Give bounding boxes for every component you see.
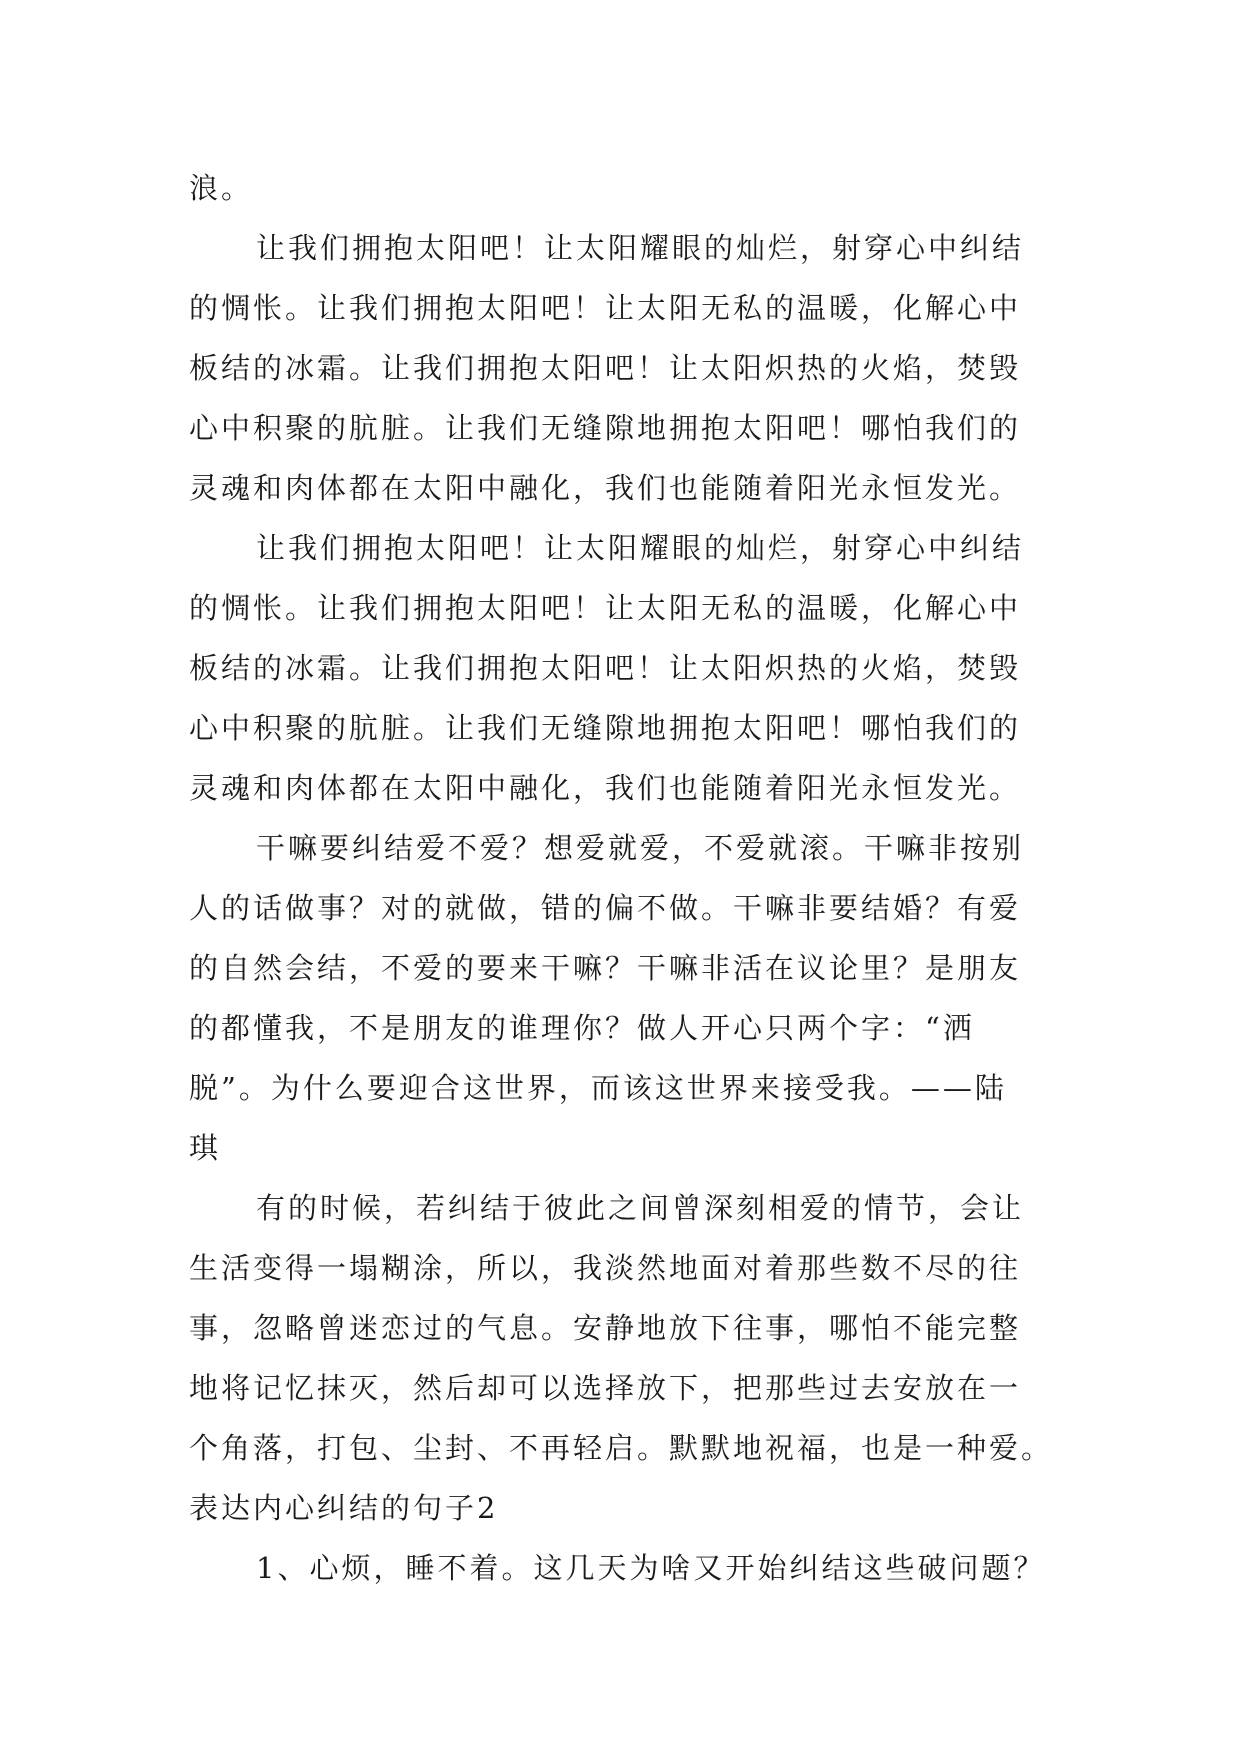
paragraph — [189, 1538, 1069, 1598]
paragraph — [189, 1178, 1069, 1478]
text-line: 心中积聚的肮脏。让我们无缝隙地拥抱太阳吧！哪怕我们的 — [189, 711, 1022, 745]
text-line: 干嘛要纠结爱不爱？想爱就爱，不爱就滚。干嘛非按别 — [256, 831, 1025, 865]
paragraph-fragment — [189, 158, 1069, 218]
text-line: 灵魂和肉体都在太阳中融化，我们也能随着阳光永恒发光。 — [189, 471, 1022, 505]
text-line: 板结的冰霜。让我们拥抱太阳吧！让太阳炽热的火焰，焚毁 — [189, 651, 1022, 685]
text-line: 心中积聚的肮脏。让我们无缝隙地拥抱太阳吧！哪怕我们的 — [189, 411, 1022, 445]
paragraph — [189, 218, 1069, 518]
text-line: 个角落，打包、尘封、不再轻启。默默地祝福，也是一种爱。 — [189, 1431, 1054, 1465]
paragraph — [189, 818, 1069, 1178]
paragraph — [189, 518, 1069, 818]
text-line: 人的话做事？对的就做，错的偏不做。干嘛非要结婚？有爱 — [189, 891, 1022, 925]
text-line: 脱”。为什么要迎合这世界，而该这世界来接受我。——陆 — [189, 1071, 1007, 1105]
text-line: 的都懂我，不是朋友的谁理你？做人开心只两个字：“洒 — [189, 1011, 975, 1045]
document-body — [189, 158, 1069, 1598]
text-line: 的自然会结，不爱的要来干嘛？干嘛非活在议论里？是朋友 — [189, 951, 1022, 985]
text-line: 的惆怅。让我们拥抱太阳吧！让太阳无私的温暖，化解心中 — [189, 591, 1022, 625]
text-line: 琪 — [189, 1131, 222, 1165]
text-line: 1、心烦，睡不着。这几天为啥又开始纠结这些破问题？ — [256, 1551, 1046, 1585]
text-line: 地将记忆抹灭，然后却可以选择放下，把那些过去安放在一 — [189, 1371, 1022, 1405]
text-line: 让我们拥抱太阳吧！让太阳耀眼的灿烂，射穿心中纠结 — [256, 531, 1025, 565]
text-line: 事，忽略曾迷恋过的气息。安静地放下往事，哪怕不能完整 — [189, 1311, 1022, 1345]
text-line: 的惆怅。让我们拥抱太阳吧！让太阳无私的温暖，化解心中 — [189, 291, 1022, 325]
text-line: 让我们拥抱太阳吧！让太阳耀眼的灿烂，射穿心中纠结 — [256, 231, 1025, 265]
text-line: 生活变得一塌糊涂，所以，我淡然地面对着那些数不尽的往 — [189, 1251, 1022, 1285]
text-line: 浪。 — [189, 171, 254, 205]
text-line: 板结的冰霜。让我们拥抱太阳吧！让太阳炽热的火焰，焚毁 — [189, 351, 1022, 385]
text-line: 灵魂和肉体都在太阳中融化，我们也能随着阳光永恒发光。 — [189, 771, 1022, 805]
section-heading — [189, 1478, 1069, 1538]
text-line: 有的时候，若纠结于彼此之间曾深刻相爱的情节，会让 — [256, 1191, 1025, 1225]
heading-line: 表达内心纠结的句子2 — [189, 1491, 499, 1525]
